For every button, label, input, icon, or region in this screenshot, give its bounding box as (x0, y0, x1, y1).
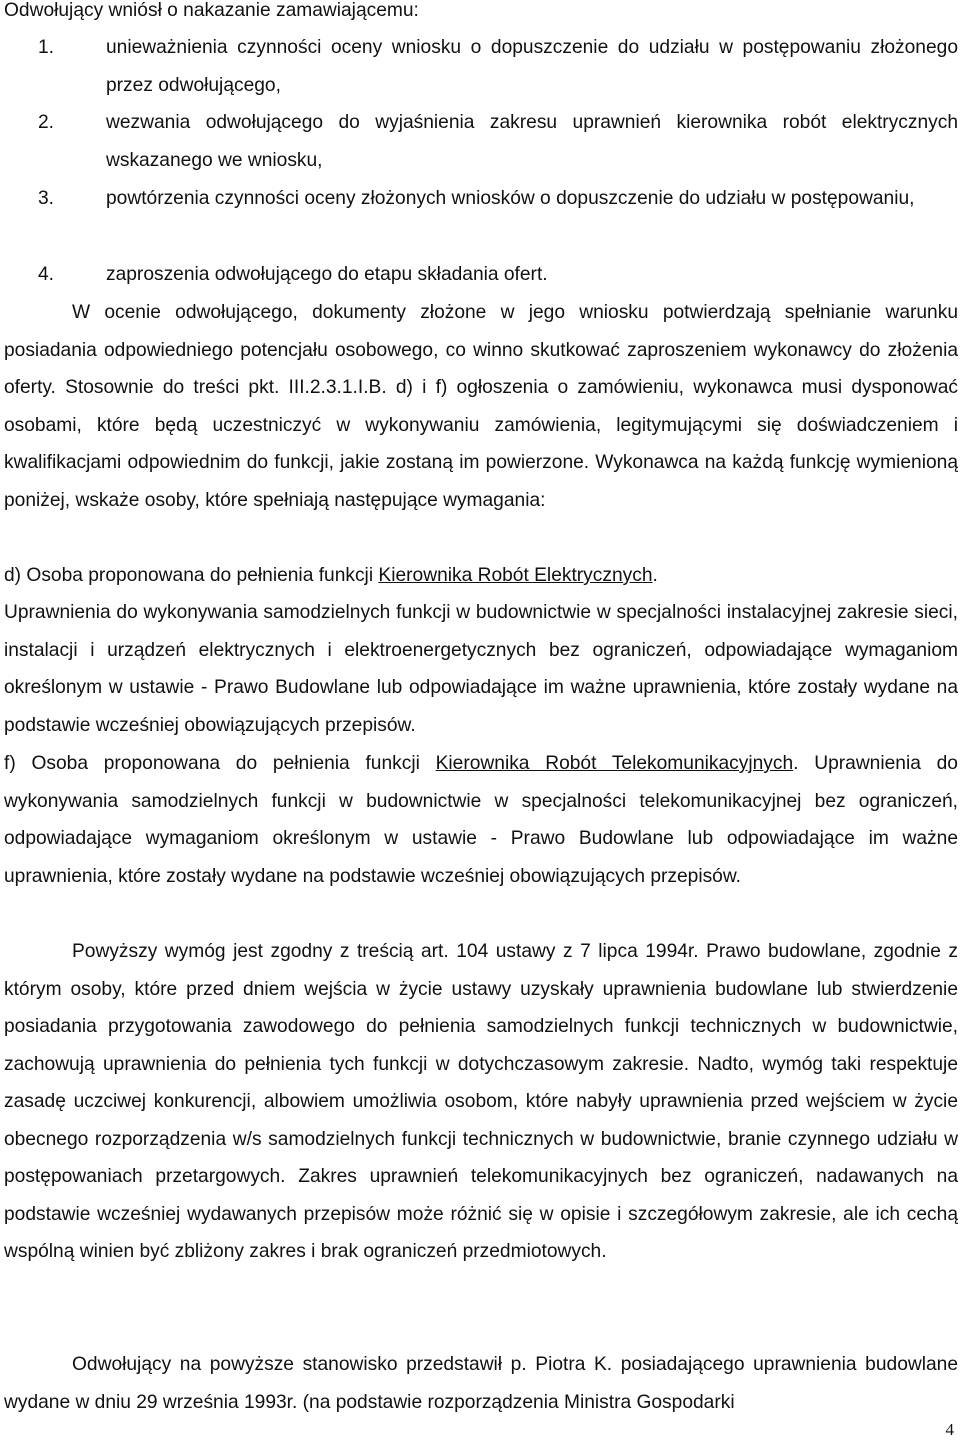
requirement-d-prefix: d) Osoba proponowana do pełnienia funkcji (4, 565, 379, 586)
list-number: 3. (38, 188, 55, 209)
list-number: 4. (38, 264, 55, 285)
list-text: powtórzenia czynności oceny złożonych wniosków o dopuszczenie do udziału w postępowaniu, (106, 188, 915, 209)
requirement-d-body: Uprawnienia do wykonywania samodzielnych funkcji w budownictwie w specjalności instalacyjnej zakresie sieci, instalacji i urządzeń elektrycznych i elektroenergetycznych bez ograniczeń, odpowiadające wymaganiom określonym w ustawie - Prawo Budowlane lub odpowiadające im ważne uprawnienia, które zostały wydane na podstawie wcześniej obowiązujących przepisów. (4, 602, 958, 736)
paragraph-appellant-position: Odwołujący na powyższe stanowisko przedstawił p. Piotra K. posiadającego uprawnienia budowlane wydane w dniu 29 września 1993r. (na podstawie rozporządzenia Ministra Gospodarki (4, 1354, 958, 1413)
list-number: 2. (38, 112, 55, 133)
list-item-2 (38, 104, 958, 179)
requirement-f-role: Kierownika Robót Telekomunikacyjnych (435, 753, 794, 774)
requirement-d-suffix: . (652, 565, 658, 586)
list-item-4 (38, 256, 958, 294)
requirement-d-heading (4, 557, 958, 595)
intro-line: Odwołujący wniósł o nakazanie zamawiającemu: (4, 0, 419, 21)
list-text: unieważnienia czynności oceny wniosku o dopuszczenie do udziału w postępowaniu złożonego przez odwołującego, (106, 37, 958, 96)
requirement-f-body: . Uprawnienia do wykonywania samodzielnych funkcji w budownictwie w specjalności telekomunikacyjnej bez ograniczeń, odpowiadające wymaganiom określonym w ustawie - Prawo Budowlane lub odpowiadające im ważne uprawnienia, które zostały wydane na podstawie wcześniej obowiązujących przepisów. (4, 753, 958, 887)
list-item-3 (38, 180, 958, 218)
paragraph-legal-basis: Powyższy wymóg jest zgodny z treścią art. 104 ustawy z 7 lipca 1994r. Prawo budowlane, zgodnie z którym osoby, które przed dniem wejścia w życie ustawy uzyskały uprawnienia budowlane lub stwierdzenie posiadania przygotowania zawodowego do pełnienia samodzielnych funkcji technicznych w budownictwie, zachowują uprawnienia do pełnienia tych funkcji w dotychczasowym zakresie. Nadto, wymóg taki respektuje zasadę uczciwej konkurencji, albowiem umożliwia osobom, które nabyły uprawnienia przed wejściem w życie obecnego rozporządzenia w/s samodzielnych funkcji technicznych w budownictwie, branie czynnego udziału w postępowaniach przetargowych. Zakres uprawnień telekomunikacyjnych bez ograniczeń, nadawanych na podstawie wcześniej wydawanych przepisów może różnić się w opisie i szczegółowym zakresie, ale ich cechą wspólną winien być zbliżony zakres i brak ograniczeń przedmiotowych. (4, 941, 958, 1262)
requirement-d-role: Kierownika Robót Elektrycznych (378, 565, 653, 586)
list-number: 1. (38, 37, 55, 58)
requirement-f (4, 745, 958, 895)
list-text: zaproszenia odwołującego do etapu składania ofert. (106, 264, 548, 285)
requirement-f-prefix: f) Osoba proponowana do pełnienia funkcji (4, 753, 436, 774)
page-number: 4 (945, 1420, 954, 1439)
paragraph-assessment: W ocenie odwołującego, dokumenty złożone w jego wniosku potwierdzają spełnianie warunku posiadania odpowiedniego potencjału osobowego, co winno skutkować zaproszeniem wykonawcy do złożenia oferty. Stosownie do treści pkt. III.2.3.1.I.B. d) i f) ogłoszenia o zamówieniu, wykonawca musi dysponować osobami, które będą uczestniczyć w wykonywaniu zamówienia, legitymującymi się doświadczeniem i kwalifikacjami odpowiednim do funkcji, jakie zostaną im powierzone. Wykonawca na każdą funkcję wymienioną poniżej, wskaże osoby, które spełniają następujące wymagania: (4, 302, 958, 511)
list-item-1 (38, 29, 958, 104)
list-text: wezwania odwołującego do wyjaśnienia zakresu uprawnień kierownika robót elektrycznych wskazanego we wniosku, (106, 112, 958, 171)
